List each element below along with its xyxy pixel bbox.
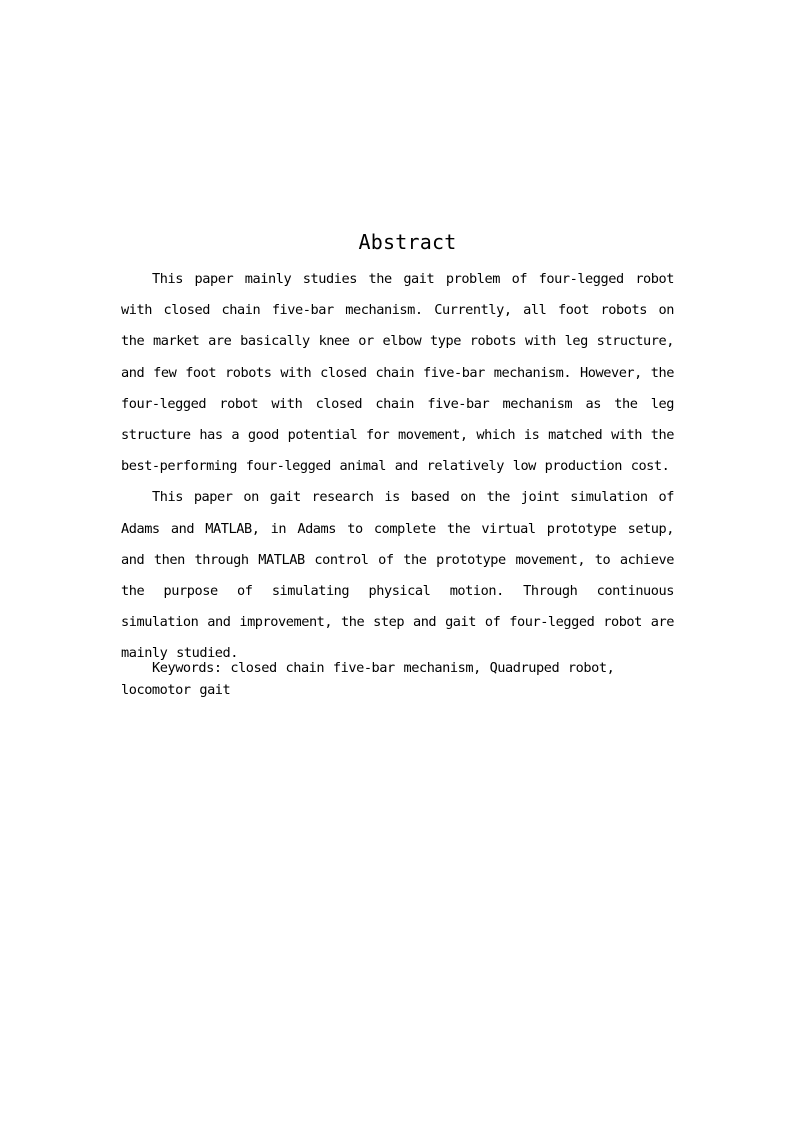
keywords-line: Keywords: closed chain five-bar mechanism, Quadruped robot, locomotor gait bbox=[121, 660, 615, 698]
abstract-paragraph-1: This paper mainly studies the gait problem of four-legged robot with closed chain five-bar mechanism. Currently, all foot robots on the market are basically knee or elbow type robots with leg structure, and few foot robots with closed chain five-bar mechanism. However, the four-legged robot with closed chain five-bar mechanism as the leg structure has a good potential for movement, which is matched with the best-performing four-legged animal and relatively low production cost. bbox=[121, 271, 674, 475]
abstract-paragraph-2: This paper on gait research is based on the joint simulation of Adams and MATLAB, in Adams to complete the virtual prototype setup, and then through MATLAB control of the prototype movement, to achieve the purpose of simulating physical motion. Through continuous simulation and improvement, the step and gait of four-legged robot are mainly studied. bbox=[121, 489, 674, 662]
abstract-body bbox=[121, 264, 674, 670]
abstract-heading: Abstract bbox=[358, 230, 457, 254]
